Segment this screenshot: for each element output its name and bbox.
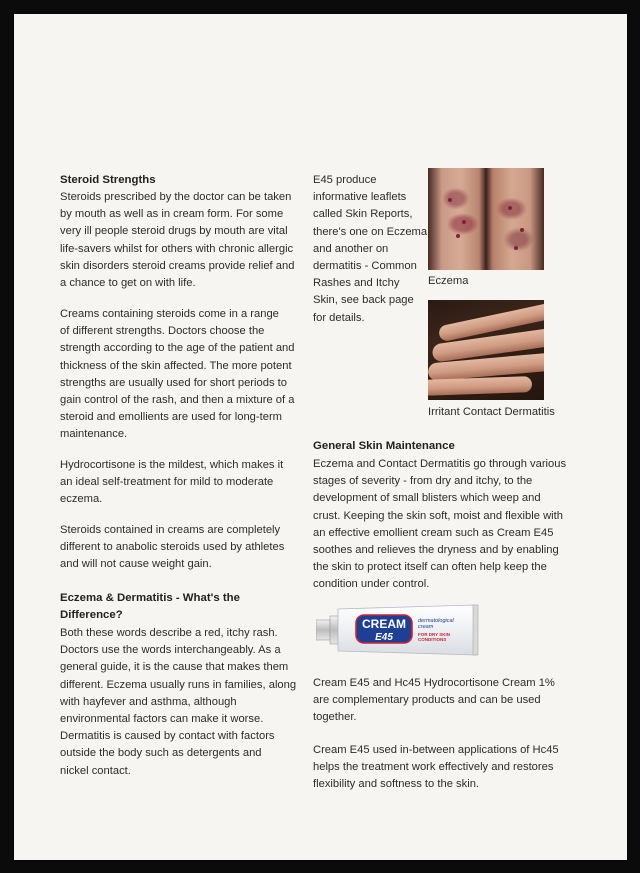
text-line: strengths are usually used for short periods to <box>60 376 287 389</box>
text-line: Dermatitis is caused by contact with factors <box>60 730 275 743</box>
text-line: environmental factors can make it worse. <box>60 713 264 726</box>
text-line: Steroids prescribed by the doctor can be taken <box>60 191 292 203</box>
text-line: for details. <box>313 311 365 324</box>
tube-brand-cream: CREAM <box>362 617 406 631</box>
text-line: E45 produce <box>313 174 377 186</box>
text-line: the skin to protect itself can often help keep the <box>313 561 547 574</box>
steroid-paragraph-2 <box>60 306 310 444</box>
text-line: eczema. <box>60 493 103 506</box>
leaflet-page <box>14 14 627 860</box>
text-line: together. <box>313 711 357 724</box>
text-line: with hayfever and asthma, although <box>60 695 237 708</box>
text-line: Skin, see back page <box>313 294 414 307</box>
tube-desc-1: dermatological <box>418 618 454 624</box>
text-line: Doctors use the words interchangeably. As a <box>60 644 281 657</box>
tube-brand-e45: E45 <box>375 632 393 643</box>
text-line: Creams containing steroids come in a range <box>60 308 279 320</box>
text-line: an effective emollient cream such as Cream E45 <box>313 526 554 539</box>
text-line: called Skin Reports, <box>313 208 413 221</box>
skin-reports-intro <box>313 172 428 327</box>
text-line: flexibility and softness to the skin. <box>313 778 480 791</box>
text-line: Difference? <box>60 609 123 622</box>
text-line: life-savers whilst for others with chronic allergic <box>60 242 294 255</box>
steroid-paragraph-1 <box>60 189 310 292</box>
cream-e45-tube-image <box>316 603 479 657</box>
text-line: dermatitis - Common <box>313 260 417 273</box>
product-paragraph-2 <box>313 742 573 794</box>
eczema-caption: Eczema <box>428 275 469 287</box>
text-line: outside the body such as detergents and <box>60 747 262 760</box>
tube-desc-3: FOR DRY SKIN <box>418 632 451 637</box>
text-line: crust. Keeping the skin soft, moist and flexible with <box>313 509 563 522</box>
tube-desc-4: CONDITIONS <box>418 637 447 642</box>
skin-maintenance-paragraph <box>313 456 573 594</box>
text-line: maintenance. <box>60 428 128 441</box>
text-line: condition under control. <box>313 578 430 591</box>
text-line: informative leaflets <box>313 191 407 204</box>
text-line: a chance to get on with life. <box>60 277 196 290</box>
text-line: and another on <box>313 242 389 255</box>
dermatitis-caption: Irritant Contact Dermatitis <box>428 406 555 418</box>
text-line: there's one on Eczema <box>313 225 428 238</box>
eczema-photo <box>428 168 544 270</box>
steroid-paragraph-3 <box>60 457 310 509</box>
text-line: skin disorders steroid creams provide relief and <box>60 259 295 272</box>
text-line: different. Eczema usually runs in families, along <box>60 678 297 691</box>
text-line: are complementary products and can be used <box>313 694 541 707</box>
text-line: and will not cause weight gain. <box>60 558 212 571</box>
text-line: Eczema & Dermatitis - What's the <box>60 592 240 604</box>
text-line: an ideal self-treatment for mild to moderate <box>60 476 274 489</box>
text-line: strength according to the age of the patient and <box>60 342 295 355</box>
text-line: development of small blisters which weep and <box>313 492 541 505</box>
text-line: helps the treatment work effectively and restores <box>313 761 554 774</box>
eczema-dermatitis-paragraph <box>60 625 320 780</box>
text-line: by mouth as well as in cream form. For some <box>60 208 284 221</box>
text-line: very ill people steroid drugs by mouth are vital <box>60 225 288 238</box>
text-line: soothes and relieves the dryness and by enabling <box>313 544 559 557</box>
steroid-strengths-heading: Steroid Strengths <box>60 174 156 186</box>
text-line: thickness of the skin affected. The more potent <box>60 359 292 372</box>
text-line: general guide, it is the cause that makes them <box>60 661 289 674</box>
contact-dermatitis-photo <box>428 300 544 400</box>
text-line: Cream E45 and Hc45 Hydrocortisone Cream 1% <box>313 677 555 689</box>
text-line: stages of severity - from dry and itchy, to the <box>313 475 533 488</box>
text-line: different to anabolic steroids used by athletes <box>60 541 285 554</box>
product-paragraph-1 <box>313 675 573 727</box>
text-line: of different strengths. Doctors choose the <box>60 325 265 338</box>
text-line: Rashes and Itchy <box>313 277 400 290</box>
tube-desc-2: cream <box>418 624 434 630</box>
text-line: Steroids contained in creams are completely <box>60 524 281 536</box>
steroid-paragraph-4 <box>60 522 310 574</box>
text-line: Hydrocortisone is the mildest, which makes it <box>60 459 284 471</box>
eczema-dermatitis-heading <box>60 590 310 624</box>
text-line: steroid and emollients are used for long-term <box>60 411 282 424</box>
text-line: Both these words describe a red, itchy rash. <box>60 627 278 639</box>
general-skin-maintenance-heading: General Skin Maintenance <box>313 440 455 452</box>
text-line: nickel contact. <box>60 764 131 777</box>
text-line: gain control of the rash, and then a mixture of a <box>60 394 295 407</box>
text-line: Cream E45 used in-between applications of Hc45 <box>313 744 559 756</box>
text-line: Eczema and Contact Dermatitis go through various <box>313 458 567 470</box>
